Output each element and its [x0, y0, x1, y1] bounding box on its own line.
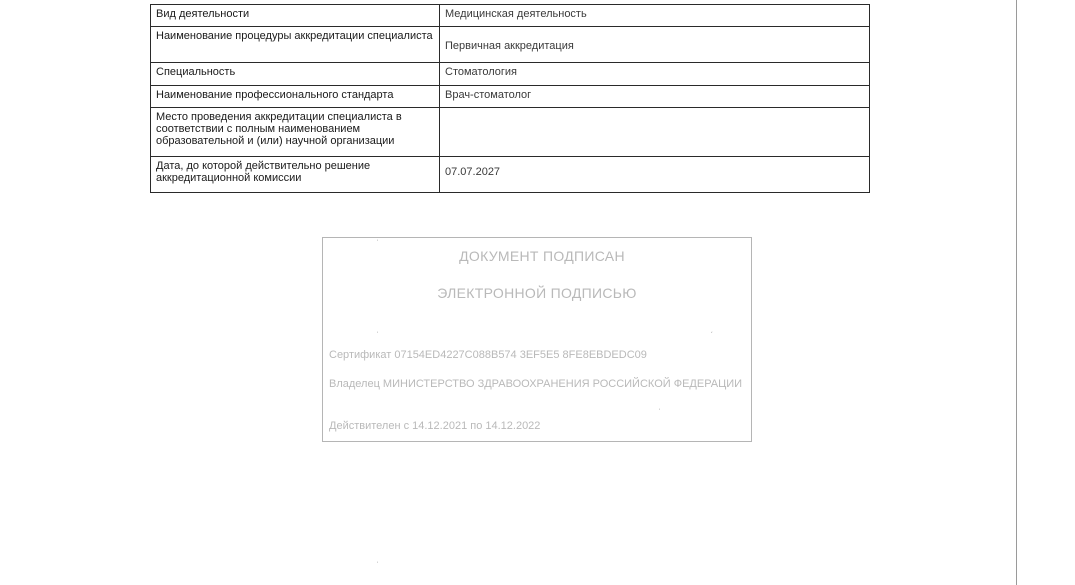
- page-edge-line: [1016, 0, 1017, 585]
- row-value: Врач-стоматолог: [440, 86, 870, 108]
- row-label: Специальность: [151, 63, 440, 86]
- electronic-signature-stamp: [322, 237, 752, 442]
- table-row: [151, 157, 870, 193]
- table-row: [151, 108, 870, 157]
- stamp-validity: Действителен с 14.12.2021 по 14.12.2022: [329, 420, 541, 432]
- row-label: Наименование процедуры аккредитации специалиста: [151, 27, 440, 63]
- row-label: Дата, до которой действительно решение аккредитационной комиссии: [151, 157, 440, 193]
- row-value: Первичная аккредитация: [440, 27, 870, 63]
- row-value: [440, 108, 870, 157]
- stamp-title-line2: ЭЛЕКТРОННОЙ ПОДПИСЬЮ: [437, 285, 637, 301]
- scan-speck: ˌ: [658, 400, 661, 410]
- row-label: Место проведения аккредитации специалиста в соответствии с полным наименованием образовательной и (или) научной организации: [151, 108, 440, 157]
- row-value: 07.07.2027: [440, 157, 870, 193]
- table-row: [151, 5, 870, 27]
- table-row: [151, 27, 870, 63]
- stamp-certificate: Сертификат 07154ED4227C088B574 3EF5E5 8FE8EBDEDC09: [329, 349, 647, 361]
- table-row: [151, 86, 870, 108]
- stamp-title-line1: ДОКУМЕНТ ПОДПИСАН: [459, 248, 625, 264]
- scan-speck: ˈ: [376, 238, 379, 248]
- row-label: Наименование профессионального стандарта: [151, 86, 440, 108]
- scan-speck: ˈ: [376, 560, 379, 570]
- row-value: Медицинская деятельность: [440, 5, 870, 27]
- table-row: [151, 63, 870, 86]
- row-value: Стоматология: [440, 63, 870, 86]
- scan-speck: ˏ: [710, 323, 713, 333]
- stamp-owner: Владелец МИНИСТЕРСТВО ЗДРАВООХРАНЕНИЯ РОССИЙСКОЙ ФЕДЕРАЦИИ: [329, 378, 743, 390]
- row-label: Вид деятельности: [151, 5, 440, 27]
- accreditation-info-table: [150, 4, 870, 193]
- scan-speck: ˈ: [376, 330, 379, 340]
